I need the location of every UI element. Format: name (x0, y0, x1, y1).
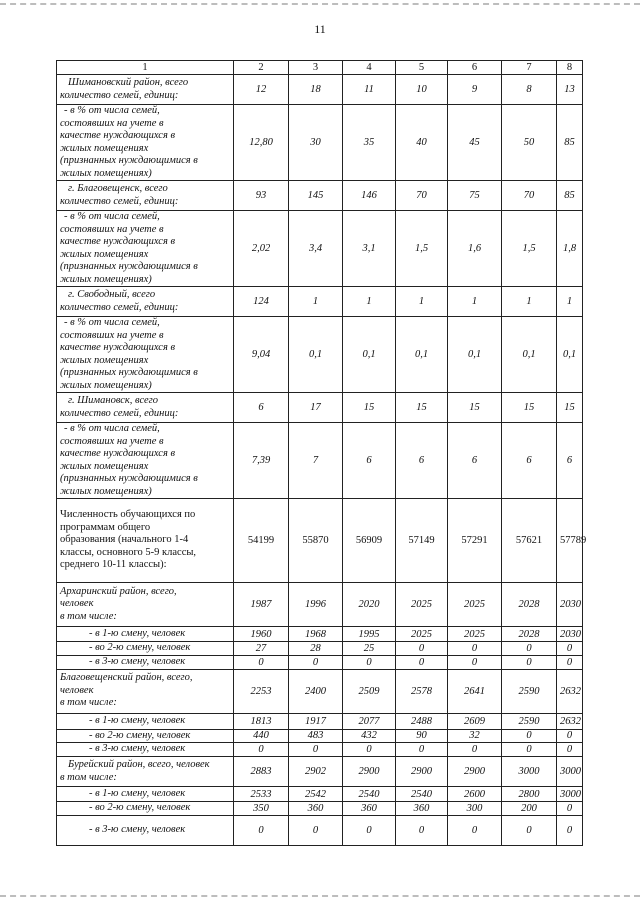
row-label (57, 287, 234, 317)
table-cell: 15 (448, 393, 502, 423)
table-cell: 27 (234, 642, 289, 656)
table-cell: 483 (289, 729, 343, 743)
table-cell: 2900 (448, 757, 502, 787)
table-cell: 0 (448, 655, 502, 669)
table-cell: 432 (343, 729, 396, 743)
row-label-line: жилых помещениях) (60, 379, 152, 391)
table-cell: 2578 (396, 669, 448, 713)
table-row (57, 743, 583, 757)
row-label (57, 787, 234, 802)
table-cell: 0 (448, 642, 502, 656)
table-cell: 2025 (448, 583, 502, 627)
table-cell: 1,5 (502, 211, 557, 287)
table-cell: 200 (502, 802, 557, 816)
table-cell: 0 (289, 743, 343, 757)
row-label-line: образования (начального 1-4 (60, 534, 189, 546)
table-cell: 2590 (502, 669, 557, 713)
table-cell: 6 (396, 423, 448, 499)
table-cell: 2900 (343, 757, 396, 787)
table-cell: 6 (502, 423, 557, 499)
table-cell: 15 (396, 393, 448, 423)
table-cell: 2025 (396, 627, 448, 642)
row-label-line: (признанных нуждающимися в (60, 367, 198, 378)
table-cell: 1 (289, 287, 343, 317)
table-cell: 0 (557, 815, 583, 845)
row-label (57, 75, 234, 105)
table-cell: 6 (448, 423, 502, 499)
table-cell: 2400 (289, 669, 343, 713)
table-cell: 2253 (234, 669, 289, 713)
row-label-line: состоявших на учете в (60, 329, 164, 341)
column-header-8: 8 (557, 61, 583, 75)
table-cell: 0 (557, 743, 583, 757)
table-row (57, 642, 583, 656)
statistics-table (56, 60, 587, 846)
row-label-line: г. Свободный, всего (68, 289, 156, 300)
row-label-line: программам общего (60, 521, 151, 533)
table-cell: 2509 (343, 669, 396, 713)
table-row (57, 181, 583, 211)
table-cell: 1917 (289, 713, 343, 729)
table-cell: 2025 (448, 627, 502, 642)
row-label-line: количество семей, единиц: (60, 195, 179, 207)
table-cell: 2540 (343, 787, 396, 802)
row-label (57, 642, 234, 656)
table-cell: 85 (557, 181, 583, 211)
row-label-line: - в 3-ю смену, человек (89, 655, 186, 667)
table-cell: 50 (502, 105, 557, 181)
table-cell: 0 (343, 743, 396, 757)
table-cell: 45 (448, 105, 502, 181)
table-cell: 6 (234, 393, 289, 423)
table-cell: 1 (502, 287, 557, 317)
row-label-line: качестве нуждающихся в (60, 448, 176, 459)
table-cell: 0 (396, 655, 448, 669)
row-label (57, 655, 234, 669)
table-cell: 3,4 (289, 211, 343, 287)
table-cell: 6 (557, 423, 583, 499)
table-cell: 2902 (289, 757, 343, 787)
row-label-line: количество семей, единиц: (60, 407, 179, 419)
row-label-line: в том числе: (60, 610, 117, 622)
row-label-line: жилых помещениях (60, 354, 149, 366)
table-row (57, 802, 583, 816)
row-label-line: количество семей, единиц: (60, 89, 179, 101)
table-row (57, 815, 583, 845)
row-label-line: состоявших на учете в (60, 117, 164, 129)
table-cell: 70 (502, 181, 557, 211)
table-cell: 30 (289, 105, 343, 181)
table-cell: 0,1 (557, 317, 583, 393)
row-label-line: среднего 10-11 классы): (60, 559, 167, 571)
row-label-line: г. Благовещенск, всего (68, 183, 168, 194)
table-cell: 1987 (234, 583, 289, 627)
row-label-line: - в 1-ю смену, человек (89, 627, 186, 639)
table-cell: 75 (448, 181, 502, 211)
table-cell: 0 (502, 642, 557, 656)
table-cell: 2800 (502, 787, 557, 802)
table-cell: 0 (557, 802, 583, 816)
table-row (57, 627, 583, 642)
table-cell: 2883 (234, 757, 289, 787)
table-cell: 0 (234, 743, 289, 757)
column-header-3: 3 (289, 61, 343, 75)
row-label (57, 802, 234, 816)
row-label (57, 743, 234, 757)
row-label-line: качестве нуждающихся в (60, 236, 176, 247)
table-cell: 9,04 (234, 317, 289, 393)
table-cell: 0,1 (502, 317, 557, 393)
table-row (57, 787, 583, 802)
row-label-line: Численность обучающихся по (60, 509, 196, 521)
table-cell: 0 (557, 655, 583, 669)
table-cell: 2533 (234, 787, 289, 802)
table-cell: 2641 (448, 669, 502, 713)
table-cell: 124 (234, 287, 289, 317)
table-cell: 1813 (234, 713, 289, 729)
row-label (57, 583, 234, 627)
table-cell: 85 (557, 105, 583, 181)
row-label (57, 729, 234, 743)
table-cell: 1,5 (396, 211, 448, 287)
row-label-line: жилых помещениях) (60, 273, 152, 285)
table-cell: 0 (343, 815, 396, 845)
table-cell: 15 (343, 393, 396, 423)
table-cell: 0,1 (343, 317, 396, 393)
table-cell: 0 (502, 743, 557, 757)
row-label (57, 627, 234, 642)
table-cell: 3000 (557, 757, 583, 787)
table-cell: 2632 (557, 669, 583, 713)
row-label-line: жилых помещениях) (60, 167, 152, 179)
row-label (57, 423, 234, 499)
table-cell: 0 (234, 655, 289, 669)
row-label-line: состоявших на учете в (60, 435, 164, 447)
table-cell: 15 (557, 393, 583, 423)
table-cell: 2590 (502, 713, 557, 729)
table-cell: 2632 (557, 713, 583, 729)
table-cell: 2028 (502, 583, 557, 627)
row-label-line: - во 2-ю смену, человек (89, 802, 191, 813)
table-cell: 300 (448, 802, 502, 816)
table-cell: 0 (343, 655, 396, 669)
row-label-line: - в 1-ю смену, человек (89, 714, 186, 726)
table-cell: 13 (557, 75, 583, 105)
table-cell: 0 (234, 815, 289, 845)
row-label-line: Архаринский район, всего, (60, 585, 177, 597)
table-cell: 8 (502, 75, 557, 105)
row-label-line: Благовещенский район, всего, (60, 672, 193, 684)
row-label-line: жилых помещениях (60, 460, 149, 472)
table-cell: 0 (502, 729, 557, 743)
row-label-line: в том числе: (60, 697, 117, 709)
table-cell: 57291 (448, 499, 502, 583)
table-cell: 15 (502, 393, 557, 423)
table-cell: 57789 (557, 499, 583, 583)
row-label-line: - в % от числа семей, (64, 423, 160, 434)
table-row (57, 75, 583, 105)
table-cell: 1,8 (557, 211, 583, 287)
table-cell: 0 (557, 729, 583, 743)
bottom-scan-border (0, 895, 640, 897)
table-cell: 1996 (289, 583, 343, 627)
row-label-line: жилых помещениях) (60, 485, 152, 497)
table-cell: 1968 (289, 627, 343, 642)
table-cell: 2488 (396, 713, 448, 729)
page-number: 11 (314, 22, 326, 36)
table-cell: 57149 (396, 499, 448, 583)
table-cell: 0,1 (289, 317, 343, 393)
table-cell: 3000 (502, 757, 557, 787)
row-label (57, 105, 234, 181)
table-cell: 10 (396, 75, 448, 105)
table-cell: 146 (343, 181, 396, 211)
table-cell: 0 (448, 815, 502, 845)
table-cell: 0,1 (396, 317, 448, 393)
header-row (57, 61, 583, 75)
row-label (57, 211, 234, 287)
table-cell: 360 (396, 802, 448, 816)
top-scan-border (0, 3, 640, 5)
table-cell: 1 (343, 287, 396, 317)
table-row (57, 317, 583, 393)
table-cell: 2030 (557, 627, 583, 642)
table-cell: 360 (289, 802, 343, 816)
table-cell: 1 (557, 287, 583, 317)
table-cell: 56909 (343, 499, 396, 583)
row-label-line: жилых помещениях (60, 248, 149, 260)
column-header-1: 1 (57, 61, 234, 75)
row-label-line: человек (60, 598, 94, 610)
table-cell: 35 (343, 105, 396, 181)
table-cell: 11 (343, 75, 396, 105)
table-cell: 0 (396, 815, 448, 845)
row-label-line: качестве нуждающихся в (60, 130, 176, 141)
row-label-line: в том числе: (60, 771, 117, 783)
table-cell: 440 (234, 729, 289, 743)
table-cell: 0 (502, 655, 557, 669)
table-cell: 2900 (396, 757, 448, 787)
table-cell: 93 (234, 181, 289, 211)
table-cell: 1960 (234, 627, 289, 642)
table-cell: 6 (343, 423, 396, 499)
column-header-4: 4 (343, 61, 396, 75)
table-cell: 25 (343, 642, 396, 656)
row-label (57, 669, 234, 713)
table-row (57, 669, 583, 713)
table-row (57, 393, 583, 423)
table-row (57, 423, 583, 499)
row-label-line: Шимановский район, всего (68, 77, 189, 88)
table-cell: 2028 (502, 627, 557, 642)
row-label-line: - во 2-ю смену, человек (89, 642, 191, 653)
table-row (57, 713, 583, 729)
table-cell: 7,39 (234, 423, 289, 499)
table-cell: 54199 (234, 499, 289, 583)
table-row (57, 757, 583, 787)
row-label-line: (признанных нуждающимися в (60, 473, 198, 484)
table-cell: 0 (448, 743, 502, 757)
row-label-line: классы, основного 5-9 классы, (60, 546, 197, 558)
table-row (57, 287, 583, 317)
table-cell: 2030 (557, 583, 583, 627)
table-cell: 12 (234, 75, 289, 105)
table-cell: 2540 (396, 787, 448, 802)
table-cell: 1 (396, 287, 448, 317)
table-cell: 0,1 (448, 317, 502, 393)
table-row (57, 499, 583, 583)
table-row (57, 655, 583, 669)
table-cell: 1995 (343, 627, 396, 642)
table-cell: 28 (289, 642, 343, 656)
row-label-line: Бурейский район, всего, человек (68, 759, 210, 770)
row-label-line: - в % от числа семей, (64, 317, 160, 328)
table-cell: 55870 (289, 499, 343, 583)
table-cell: 0 (396, 642, 448, 656)
row-label-line: - в 3-ю смену, человек (89, 823, 186, 835)
table-cell: 2025 (396, 583, 448, 627)
table-cell: 3000 (557, 787, 583, 802)
table-cell: 145 (289, 181, 343, 211)
table-cell: 1,6 (448, 211, 502, 287)
table-row (57, 105, 583, 181)
table-cell: 90 (396, 729, 448, 743)
row-label-line: качестве нуждающихся в (60, 342, 176, 353)
table-row (57, 729, 583, 743)
table-cell: 0 (502, 815, 557, 845)
row-label (57, 499, 234, 583)
table-cell: 17 (289, 393, 343, 423)
row-label-line: г. Шимановск, всего (68, 395, 159, 406)
table-cell: 12,80 (234, 105, 289, 181)
table-cell: 0 (557, 642, 583, 656)
table-cell: 0 (289, 815, 343, 845)
table-cell: 0 (289, 655, 343, 669)
row-label-line: - в % от числа семей, (64, 105, 160, 116)
table-cell: 2600 (448, 787, 502, 802)
table-cell: 9 (448, 75, 502, 105)
row-label-line: - во 2-ю смену, человек (89, 729, 191, 741)
row-label-line: - в 1-ю смену, человек (89, 787, 186, 799)
row-label (57, 757, 234, 787)
table-cell: 2542 (289, 787, 343, 802)
row-label (57, 317, 234, 393)
table-cell: 2077 (343, 713, 396, 729)
column-header-6: 6 (448, 61, 502, 75)
table-cell: 57621 (502, 499, 557, 583)
table-cell: 1 (448, 287, 502, 317)
table-cell: 18 (289, 75, 343, 105)
row-label-line: жилых помещениях (60, 142, 149, 154)
row-label-line: (признанных нуждающимися в (60, 155, 198, 166)
table-row (57, 583, 583, 627)
row-label (57, 713, 234, 729)
table-cell: 32 (448, 729, 502, 743)
table-cell: 2609 (448, 713, 502, 729)
row-label-line: - в 3-ю смену, человек (89, 743, 186, 755)
table-cell: 350 (234, 802, 289, 816)
table-cell: 360 (343, 802, 396, 816)
table-row (57, 211, 583, 287)
table-cell: 40 (396, 105, 448, 181)
column-header-5: 5 (396, 61, 448, 75)
row-label (57, 815, 234, 845)
table-cell: 70 (396, 181, 448, 211)
table-cell: 7 (289, 423, 343, 499)
table-cell: 2,02 (234, 211, 289, 287)
table-cell: 0 (396, 743, 448, 757)
row-label (57, 393, 234, 423)
column-header-7: 7 (502, 61, 557, 75)
table-cell: 2020 (343, 583, 396, 627)
row-label-line: состоявших на учете в (60, 223, 164, 235)
column-header-2: 2 (234, 61, 289, 75)
table-cell: 3,1 (343, 211, 396, 287)
row-label-line: человек (60, 684, 94, 696)
row-label-line: (признанных нуждающимися в (60, 261, 198, 272)
row-label-line: количество семей, единиц: (60, 301, 179, 313)
row-label (57, 181, 234, 211)
row-label-line: - в % от числа семей, (64, 211, 160, 222)
